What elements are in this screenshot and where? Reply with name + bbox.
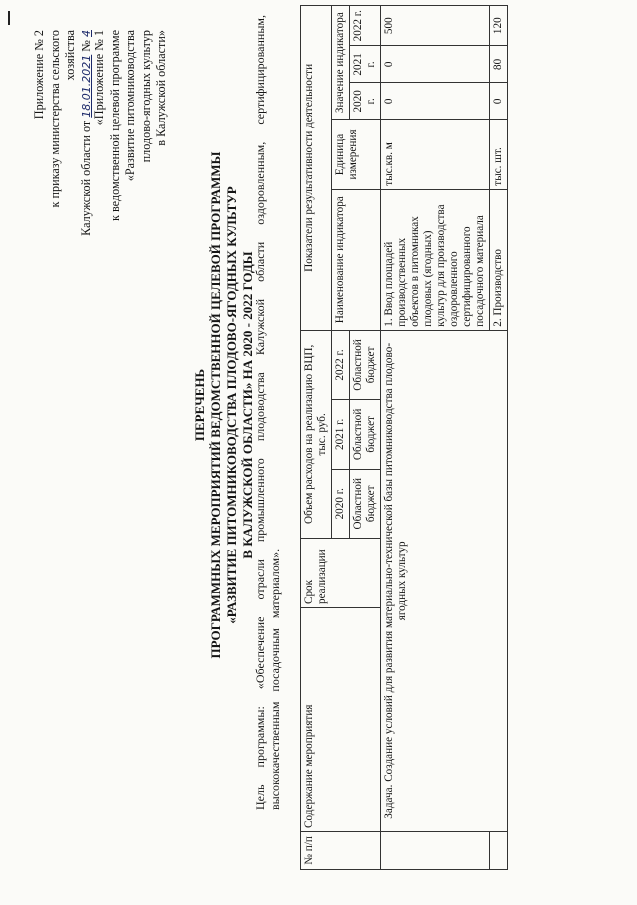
order-line-1: к приказу министерства сельского хозяйства bbox=[47, 30, 77, 208]
header-year-2021: 2021 г. bbox=[332, 400, 350, 469]
order-no-prefix: № bbox=[78, 40, 93, 52]
indicator-value-2021: 0 bbox=[381, 46, 490, 83]
program-goal: Цель программы: «Обеспечение отрасли промышленного плодоводства Калужской области оздоровленным, сертифицированным, высококачественным посадочным материалом». bbox=[253, 15, 282, 810]
indicator-value-2022: 500 bbox=[381, 6, 490, 46]
indicator-unit-cell: тыс.кв. м bbox=[381, 120, 490, 189]
title-line-2: ПРОГРАММНЫХ МЕРОПРИЯТИЙ ВЕДОМСТВЕННОЙ ЦЕЛЕВОЙ ПРОГРАММЫ bbox=[208, 151, 223, 659]
indicator-value-2022: 120 bbox=[490, 6, 508, 46]
indicator-value-2021: 80 bbox=[490, 46, 508, 83]
header-content: Содержание мероприятия bbox=[301, 608, 381, 832]
title-line-1: ПЕРЕЧЕНЬ bbox=[192, 368, 207, 442]
header-term: Срок реализации bbox=[301, 538, 381, 607]
appendix-1-block bbox=[92, 30, 170, 245]
header-year-2022: 2022 г. bbox=[332, 330, 350, 399]
document-title bbox=[192, 25, 256, 785]
task-number-cell-2 bbox=[490, 831, 508, 869]
header-indicator-name: Наименование индикатора bbox=[332, 189, 381, 330]
measures-table bbox=[300, 5, 508, 870]
header-expenses: Объем расходов на реализацию ВЦП, тыс. руб. bbox=[301, 330, 332, 538]
task-number-cell bbox=[381, 831, 490, 869]
order-number: 4 bbox=[79, 30, 93, 37]
task-row bbox=[381, 6, 490, 870]
header-budget-2021: Областной бюджет bbox=[350, 400, 381, 469]
header-year-2020: 2020 г. bbox=[332, 469, 350, 538]
task-cell: Задача. Создание условий для развития материально-технической базы питомниководства плодово-ягодных культур bbox=[381, 330, 508, 831]
indicator-name-cell: 2. Производство bbox=[490, 189, 508, 330]
program-line-4: в Калужской области» bbox=[154, 30, 168, 146]
header-value-2021: 2021 г. bbox=[350, 46, 381, 83]
header-number: № п/п bbox=[301, 831, 381, 869]
indicator-name-cell: 1. Ввод площадей производственных объектов в питомниках плодовых (ягодных) культур для производства оздоровленного сертифицированного посадочного материала bbox=[381, 189, 490, 330]
corner-mark bbox=[8, 11, 10, 25]
header-budget-2020: Областной бюджет bbox=[350, 469, 381, 538]
indicator-value-2020: 0 bbox=[490, 83, 508, 120]
program-line-1: к ведомственной целевой программе bbox=[107, 30, 122, 222]
header-value: Значение индикатора bbox=[332, 6, 350, 120]
header-row-1 bbox=[301, 6, 332, 870]
header-unit: Единица измерения bbox=[332, 120, 381, 189]
appendix-1-label: «Приложение № 1 bbox=[92, 30, 106, 126]
program-line-3: плодово-ягодных культур bbox=[138, 30, 153, 163]
header-budget-2022: Областной бюджет bbox=[350, 330, 381, 399]
indicator-value-2020: 0 bbox=[381, 83, 490, 120]
title-line-3: «РАЗВИТИЕ ПИТОМНИКОВОДСТВА ПЛОДОВО-ЯГОДНЫХ КУЛЬТУР bbox=[224, 186, 239, 624]
title-line-4: В КАЛУЖСКОЙ ОБЛАСТИ» НА 2020 - 2022 ГОДЫ bbox=[240, 251, 255, 559]
header-value-2022: 2022 г. bbox=[350, 6, 381, 46]
indicator-unit-cell: тыс. шт. bbox=[490, 120, 508, 189]
header-indicators: Показатели результативности деятельности bbox=[301, 6, 332, 331]
program-line-2: «Развитие питомниководства bbox=[123, 30, 137, 182]
order-date: 18.01.2021 bbox=[79, 54, 93, 118]
appendix-2-block bbox=[32, 30, 94, 245]
header-value-2020: 2020 г. bbox=[350, 83, 381, 120]
order-prefix: Калужской области от bbox=[78, 120, 93, 236]
appendix-2-label: Приложение № 2 bbox=[32, 30, 46, 120]
